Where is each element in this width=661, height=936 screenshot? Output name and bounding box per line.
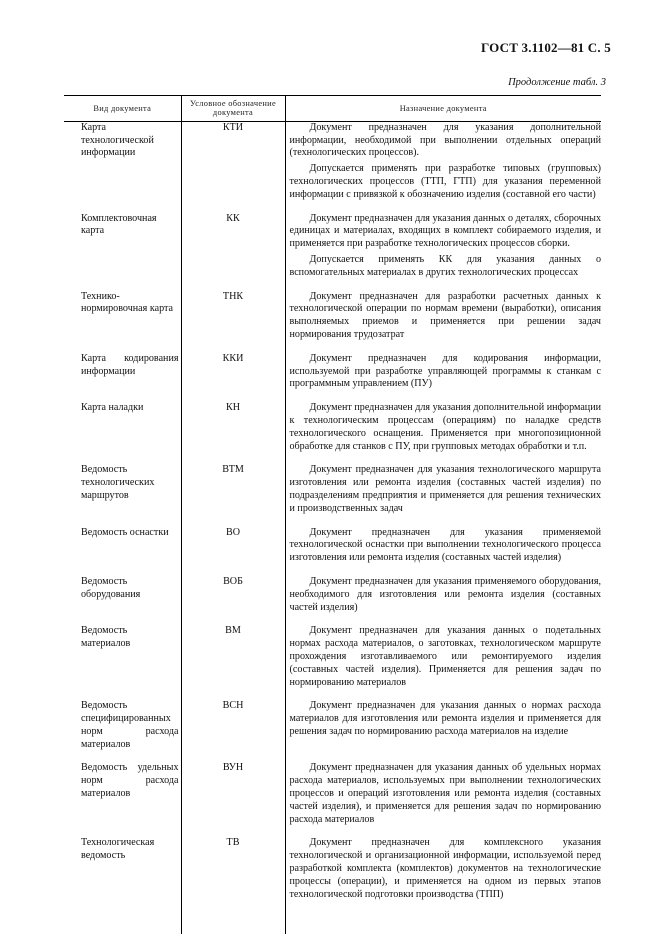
table-row [64,464,601,526]
table-row [64,121,601,212]
purpose-paragraph: Документ предназначен для указания дополнительной информации к технологическим процессам (операциям) по наладке средств технологического оснащения. Применяется при многопозиционной обработке для станков с ПУ, при групповых методах обработки и т.п. [289,402,601,452]
document-type-name: Ведомость технологических маршрутов [81,464,155,501]
table-row [64,291,601,353]
purpose-paragraph: Документ предназначен для указания данных об удельных нормах расхода материалов, используемых при выполнении технологических процессов и операций изготовления или ремонта изделия (составных частей изделия), и применяется для решения задач по нормированию расхода материалов [289,762,601,825]
document-types-table [64,95,601,934]
document-type-name: Ведомость специфицированных норм расхода материалов [81,700,179,750]
table-row [64,625,601,700]
document-purpose-cell [285,762,601,837]
document-type-cell [64,837,181,912]
document-purpose-cell [285,353,601,402]
document-type-cell [64,353,181,402]
column-header-purpose: Назначение документа [285,96,601,122]
document-code-cell: ВМ [181,625,285,700]
document-code-cell: КН [181,402,285,464]
document-purpose-cell [285,700,601,762]
table-row [64,213,601,291]
document-purpose-cell [285,837,601,912]
table-row [64,700,601,762]
purpose-paragraph: Документ предназначен для указания данных о деталях, сборочных единицах и материалах, входящих в комплект собираемого изделия, и применяется при разработке технологических процессов сборки. [289,212,601,250]
document-purpose-cell [285,291,601,353]
table-header-row [64,96,601,122]
document-purpose-cell [285,527,601,576]
document-code-cell: ВТМ [181,464,285,526]
page-header-standard: ГОСТ 3.1102—81 С. 5 [481,40,611,55]
document-purpose-cell [285,625,601,700]
purpose-paragraph: Документ предназначен для указания технологического маршрута изготовления или ремонта изделия (составных частей изделия) по подразделениям предприятия и применяется для решения технических и производственных задач [289,464,601,514]
document-type-name: Ведомость оборудования [81,575,141,600]
document-type-cell [64,527,181,576]
document-purpose-cell [285,121,601,212]
document-type-cell [64,576,181,625]
document-type-name: Ведомость материалов [81,625,131,650]
purpose-paragraph: Документ предназначен для указания данных о нормах расхода материалов для изготовления или ремонта изделия и применяется для решения задач по нормированию расхода материалов на изделие [289,700,601,737]
spacer-cell [181,912,285,934]
table-row [64,353,601,402]
document-purpose-cell [285,213,601,291]
document-type-name: Технико-нормировочная карта [81,290,173,315]
spacer-cell [64,912,181,934]
column-header-type: Вид документа [64,96,181,122]
document-code-cell: ВОБ [181,576,285,625]
document-type-cell [64,121,181,212]
document-code-cell: ВУН [181,762,285,837]
document-purpose-cell [285,464,601,526]
document-type-cell [64,625,181,700]
document-type-cell [64,762,181,837]
table-row [64,527,601,576]
purpose-paragraph: Документ предназначен для разработки расчетных данных к технологической операции по нормам времени (выработки), описания выполняемых приемов и применяется при решении задач нормирования трудозатрат [289,290,601,340]
document-type-cell [64,213,181,291]
document-type-name: Технологическая ведомость [81,837,155,862]
document-type-name: Ведомость оснастки [81,526,169,538]
purpose-paragraph: Документ предназначен для кодирования информации, используемой при разработке управляющей программы к станкам с программным управлением (ПУ) [289,352,601,390]
table-row [64,402,601,464]
table-row [64,837,601,912]
table-continuation-label: Продолжение табл. 3 [508,77,606,88]
document-code-cell: КТИ [181,121,285,212]
column-header-code: Условное обозначение документа [181,96,285,122]
document-purpose-cell [285,402,601,464]
purpose-paragraph: Допускается применять КК для указания данных о вспомогательных материалах в других технологических процессах [289,253,601,278]
document-code-cell: ВО [181,527,285,576]
document-type-cell [64,700,181,762]
document-type-cell [64,464,181,526]
document-code-cell: ТВ [181,837,285,912]
purpose-paragraph: Документ предназначен для указания применяемого оборудования, необходимого для изготовления или ремонта изделия (составных частей изделия) [289,575,601,613]
document-type-name: Карта кодирования информации [81,352,179,377]
document-type-name: Комплектовочная карта [81,212,157,237]
table-body [64,121,601,934]
document-code-cell: ВСН [181,700,285,762]
table-row [64,576,601,625]
purpose-paragraph: Документ предназначен для указания дополнительной информации, необходимой при выполнении отдельных операций (технологических процессов). [289,121,601,159]
document-type-name: Ведомость удельных норм расхода материалов [81,762,179,800]
table-row [64,762,601,837]
document-code-cell: ККИ [181,353,285,402]
spacer-cell [285,912,601,934]
purpose-paragraph: Документ предназначен для комплексного указания технологической и организационной информации, используемой перед разработкой комплекта (комплектов) документов на технологические процессы (операции), и применяется на одном из первых этапов технологической подготовки производства (ТПП) [289,837,601,900]
purpose-paragraph: Документ предназначен для указания применяемой технологической оснастки при выполнении технологического процесса изготовления или ремонта изделия (составных частей изделия) [289,526,601,564]
purpose-paragraph: Допускается применять при разработке типовых (групповых) технологических процессов (ТТП, ГТП) для указания переменной информации с привязкой к обозначению изделия (составной его части) [289,163,601,200]
purpose-paragraph: Документ предназначен для указания данных о подетальных нормах расхода материалов, о заготовках, технологическом маршруте прохождения изготавливаемого или ремонтируемого изделия (составных частей изделия). Применяется для решения задач по нормированию материалов [289,625,601,688]
document-type-cell [64,291,181,353]
document-type-cell [64,402,181,464]
table-bottom-spacer [64,912,601,934]
document-code-cell: ТНК [181,291,285,353]
document-type-name: Карта наладки [81,402,144,414]
document-purpose-cell [285,576,601,625]
document-code-cell: КК [181,213,285,291]
document-type-name: Карта технологической информации [81,121,154,159]
